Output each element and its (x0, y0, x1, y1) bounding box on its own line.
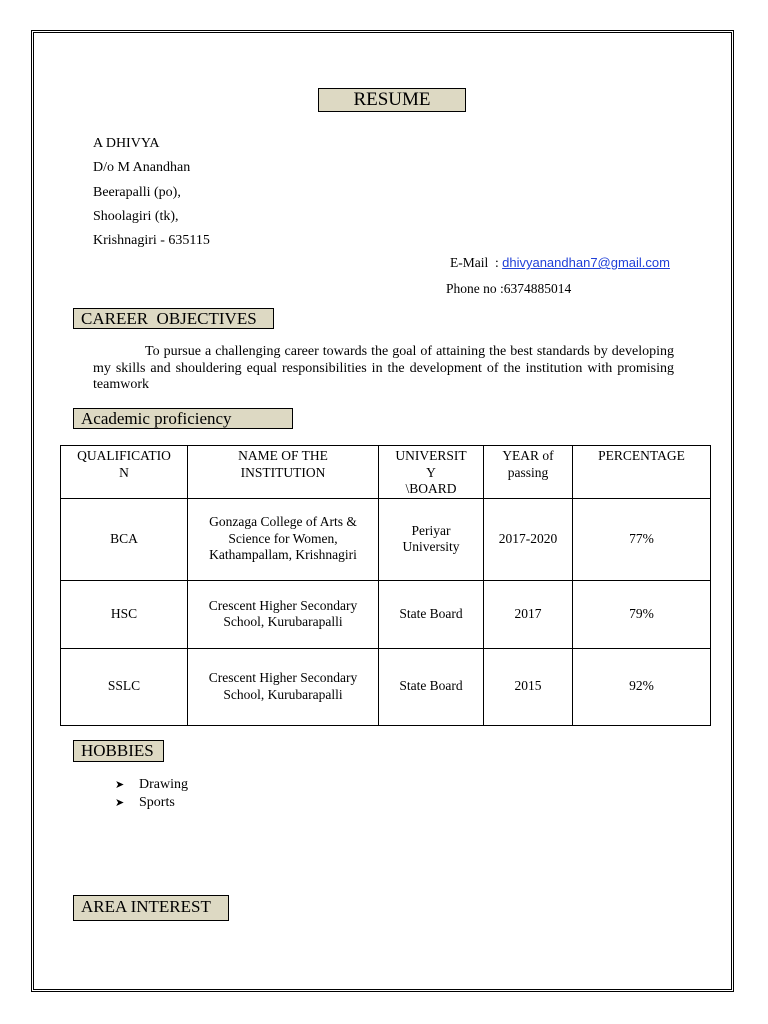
cell-institution: Crescent Higher Secondary School, Kurubarapalli (188, 648, 379, 725)
cell-qualification: BCA (61, 498, 188, 580)
address-line-taluk: Shoolagiri (tk), (93, 208, 179, 224)
candidate-name: A DHIVYA (93, 136, 160, 151)
list-item: ➤ Drawing (115, 777, 188, 792)
email-line (450, 255, 670, 271)
cell-percentage: 79% (573, 580, 711, 648)
cell-board: State Board (379, 580, 484, 648)
parent-name: D/o M Anandhan (93, 160, 191, 176)
email-label: E-Mail : (450, 255, 503, 270)
list-item: ➤ Sports (115, 794, 175, 810)
cell-year: 2017 (484, 580, 573, 648)
table-row (61, 580, 711, 648)
career-objectives-heading: CAREER OBJECTIVES (73, 308, 274, 329)
document-title: RESUME (318, 88, 466, 112)
cell-board: State Board (379, 648, 484, 725)
cell-year: 2015 (484, 648, 573, 725)
header-institution: NAME OF THE INSTITUTION (188, 446, 379, 499)
header-percentage: PERCENTAGE (573, 446, 711, 499)
cell-percentage: 92% (573, 648, 711, 725)
academic-proficiency-heading: Academic proficiency (73, 408, 293, 429)
phone-number: Phone no :6374885014 (446, 281, 572, 296)
table-row (61, 648, 711, 725)
hobbies-heading: HOBBIES (73, 740, 164, 762)
cell-institution: Crescent Higher Secondary School, Kurubarapalli (188, 580, 379, 648)
cell-qualification: SSLC (61, 648, 188, 725)
arrowhead-bullet-icon: ➤ (115, 778, 125, 791)
address-line-district: Krishnagiri - 635115 (93, 233, 210, 249)
header-board: UNIVERSIT Y \BOARD (379, 446, 484, 499)
address-block (93, 134, 210, 255)
email-link[interactable]: dhivyanandhan7@gmail.com (502, 255, 670, 270)
academic-table (60, 445, 711, 726)
career-objective-text: To pursue a challenging career towards the goal of attaining the best standards by developing my skills and shouldering equal responsibilities in the development of the institution with promising teamwork (93, 344, 674, 392)
academic-table-header (61, 446, 711, 499)
cell-qualification: HSC (61, 580, 188, 648)
area-interest-heading: AREA INTEREST (73, 895, 229, 921)
cell-institution: Gonzaga College of Arts & Science for Women, Kathampallam, Krishnagiri (188, 498, 379, 580)
hobbies-list (115, 776, 188, 811)
cell-year: 2017-2020 (484, 498, 573, 580)
arrowhead-bullet-icon: ➤ (115, 795, 125, 809)
cell-board: Periyar University (379, 498, 484, 580)
cell-percentage: 77% (573, 498, 711, 580)
header-qualification: QUALIFICATIO N (61, 446, 188, 499)
address-line-post: Beerapalli (po), (93, 184, 181, 200)
header-year: YEAR of passing (484, 446, 573, 499)
table-row (61, 498, 711, 580)
